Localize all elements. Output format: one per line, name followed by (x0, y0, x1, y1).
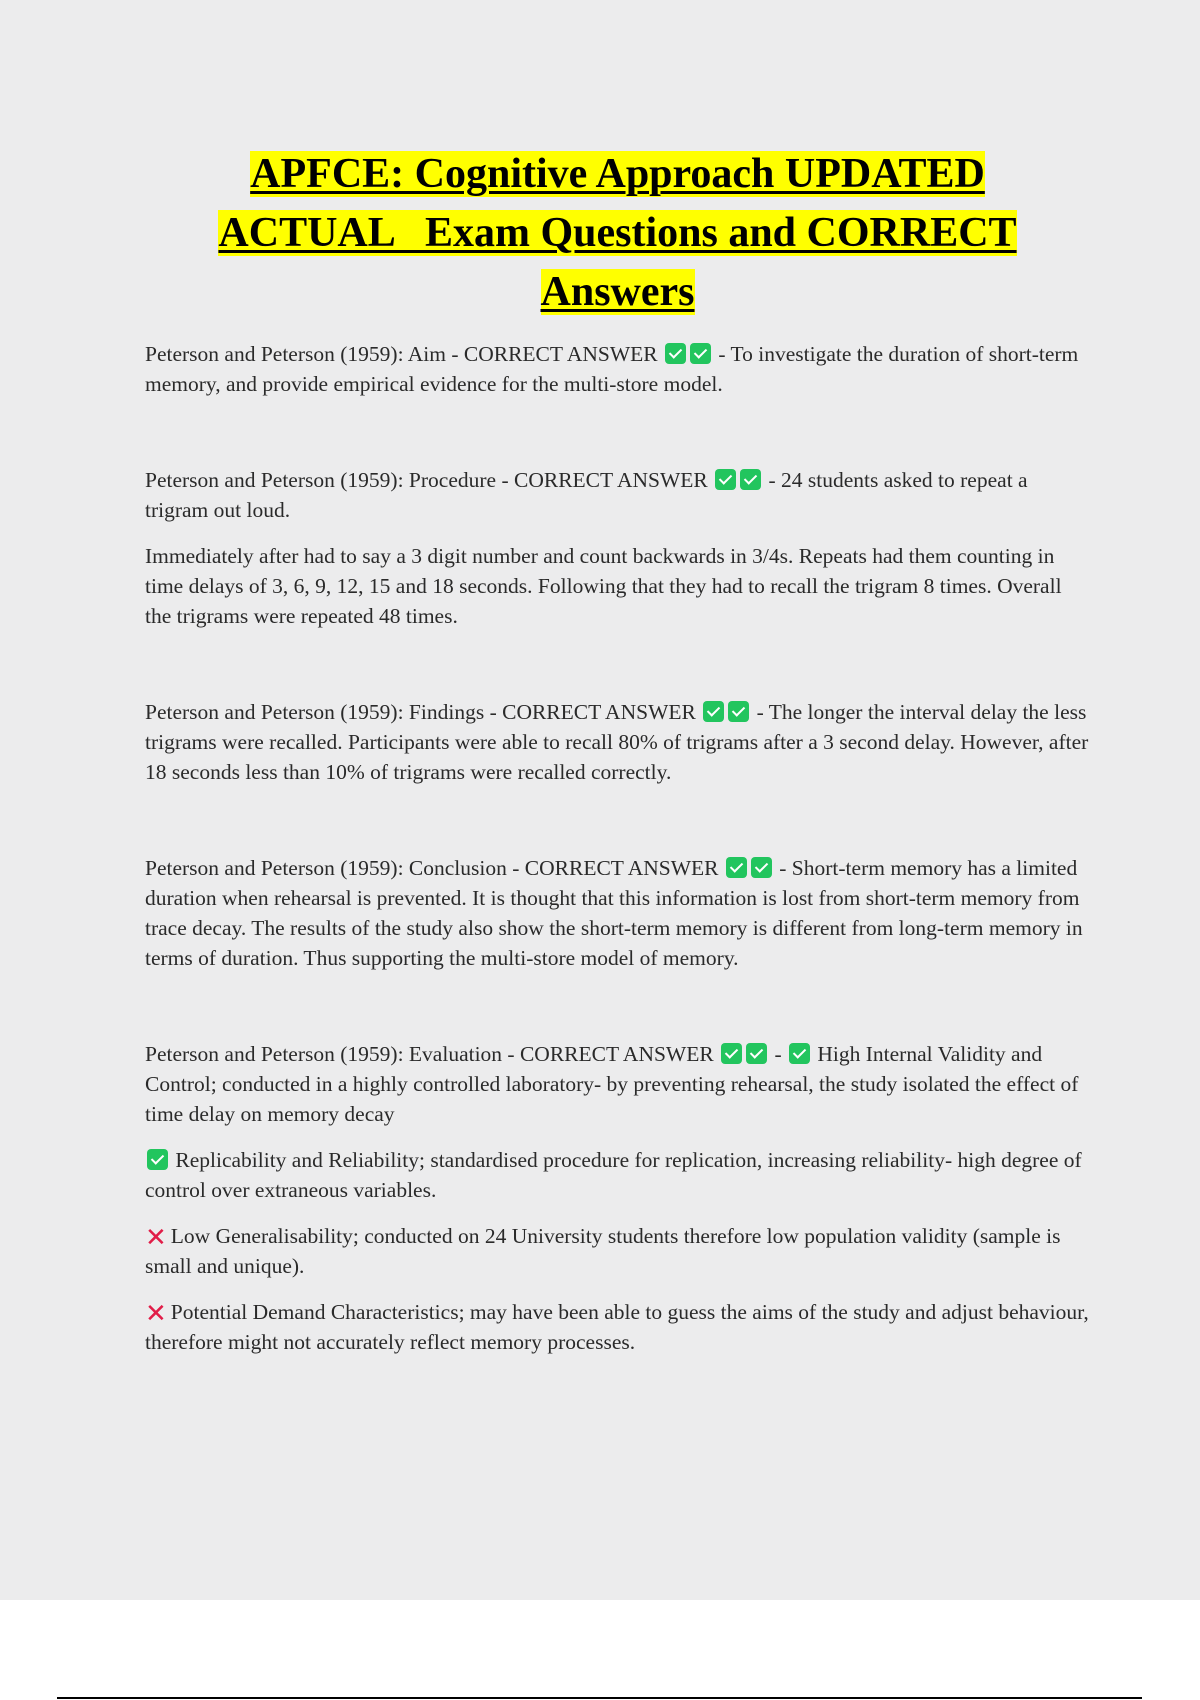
evaluation-dash: - (774, 1042, 782, 1066)
qa-findings (145, 697, 1090, 787)
qa-aim (145, 339, 1090, 399)
qa-procedure (145, 465, 1090, 525)
question-conclusion: Peterson and Peterson (1959): Conclusion - CORRECT ANSWER (145, 856, 719, 880)
procedure-detail: Immediately after had to say a 3 digit number and count backwards in 3/4s. Repeats had them counting in time delays of 3, 6, 9, 12, 15 and 18 seconds. Following that they had to recall the trigram 8 times. Overall the trigrams were repeated 48 times. (145, 544, 1062, 628)
question-findings: Peterson and Peterson (1959): Findings - CORRECT ANSWER (145, 700, 696, 724)
check-box-icon (690, 343, 711, 364)
check-box-icon (789, 1043, 810, 1064)
evaluation-point-text: Potential Demand Characteristics; may have been able to guess the aims of the study and adjust behaviour, therefore might not accurately reflect memory processes. (145, 1300, 1089, 1354)
qa-evaluation (145, 1039, 1090, 1129)
answer-aim: - To investigate the duration of short-term memory, and provide empirical evidence for the multi-store model. (145, 342, 1079, 396)
question-aim: Peterson and Peterson (1959): Aim - CORRECT ANSWER (145, 342, 658, 366)
cross-icon: ✕ (145, 1299, 167, 1329)
evaluation-point-text: Replicability and Reliability; standardised procedure for replication, increasing reliability- high degree of control over extraneous variables. (145, 1148, 1082, 1202)
document-content (145, 145, 1090, 1357)
evaluation-point-strength (145, 1145, 1090, 1205)
question-procedure: Peterson and Peterson (1959): Procedure - CORRECT ANSWER (145, 468, 708, 492)
document-title (145, 145, 1090, 322)
check-box-icon (665, 343, 686, 364)
title-line-3: Answers (540, 269, 695, 315)
check-box-icon (740, 469, 761, 490)
check-box-icon (703, 701, 724, 722)
check-box-icon (746, 1043, 767, 1064)
check-box-icon (715, 469, 736, 490)
check-box-icon (147, 1149, 168, 1170)
answer-conclusion: - Short-term memory has a limited duration when rehearsal is prevented. It is thought that this information is lost from short-term memory from trace decay. The results of the study also show the short-term memory is different from long-term memory in terms of duration. Thus supporting the multi-store model of memory. (145, 856, 1083, 970)
answer-evaluation: High Internal Validity and Control; conducted in a highly controlled laboratory- by preventing rehearsal, the study isolated the effect of time delay on memory decay (145, 1042, 1079, 1126)
check-box-icon (728, 701, 749, 722)
title-line-2: ACTUAL Exam Questions and CORRECT (218, 210, 1017, 256)
evaluation-point-weakness (145, 1297, 1090, 1357)
cross-icon: ✕ (145, 1223, 167, 1253)
check-box-icon (721, 1043, 742, 1064)
question-evaluation: Peterson and Peterson (1959): Evaluation - CORRECT ANSWER (145, 1042, 714, 1066)
qa-conclusion (145, 853, 1090, 973)
title-line-1: APFCE: Cognitive Approach UPDATED (250, 151, 985, 197)
answer-procedure: - 24 students asked to repeat a trigram out loud. (145, 468, 1028, 522)
evaluation-point-weakness (145, 1221, 1090, 1281)
page-divider (57, 1697, 1142, 1699)
check-box-icon (726, 857, 747, 878)
check-box-icon (751, 857, 772, 878)
answer-findings: - The longer the interval delay the less trigrams were recalled. Participants were able to recall 80% of trigrams after a 3 second delay. However, after 18 seconds less than 10% of trigrams were recalled correctly. (145, 700, 1089, 784)
evaluation-point-text: Low Generalisability; conducted on 24 University students therefore low population validity (sample is small and unique). (145, 1224, 1061, 1278)
